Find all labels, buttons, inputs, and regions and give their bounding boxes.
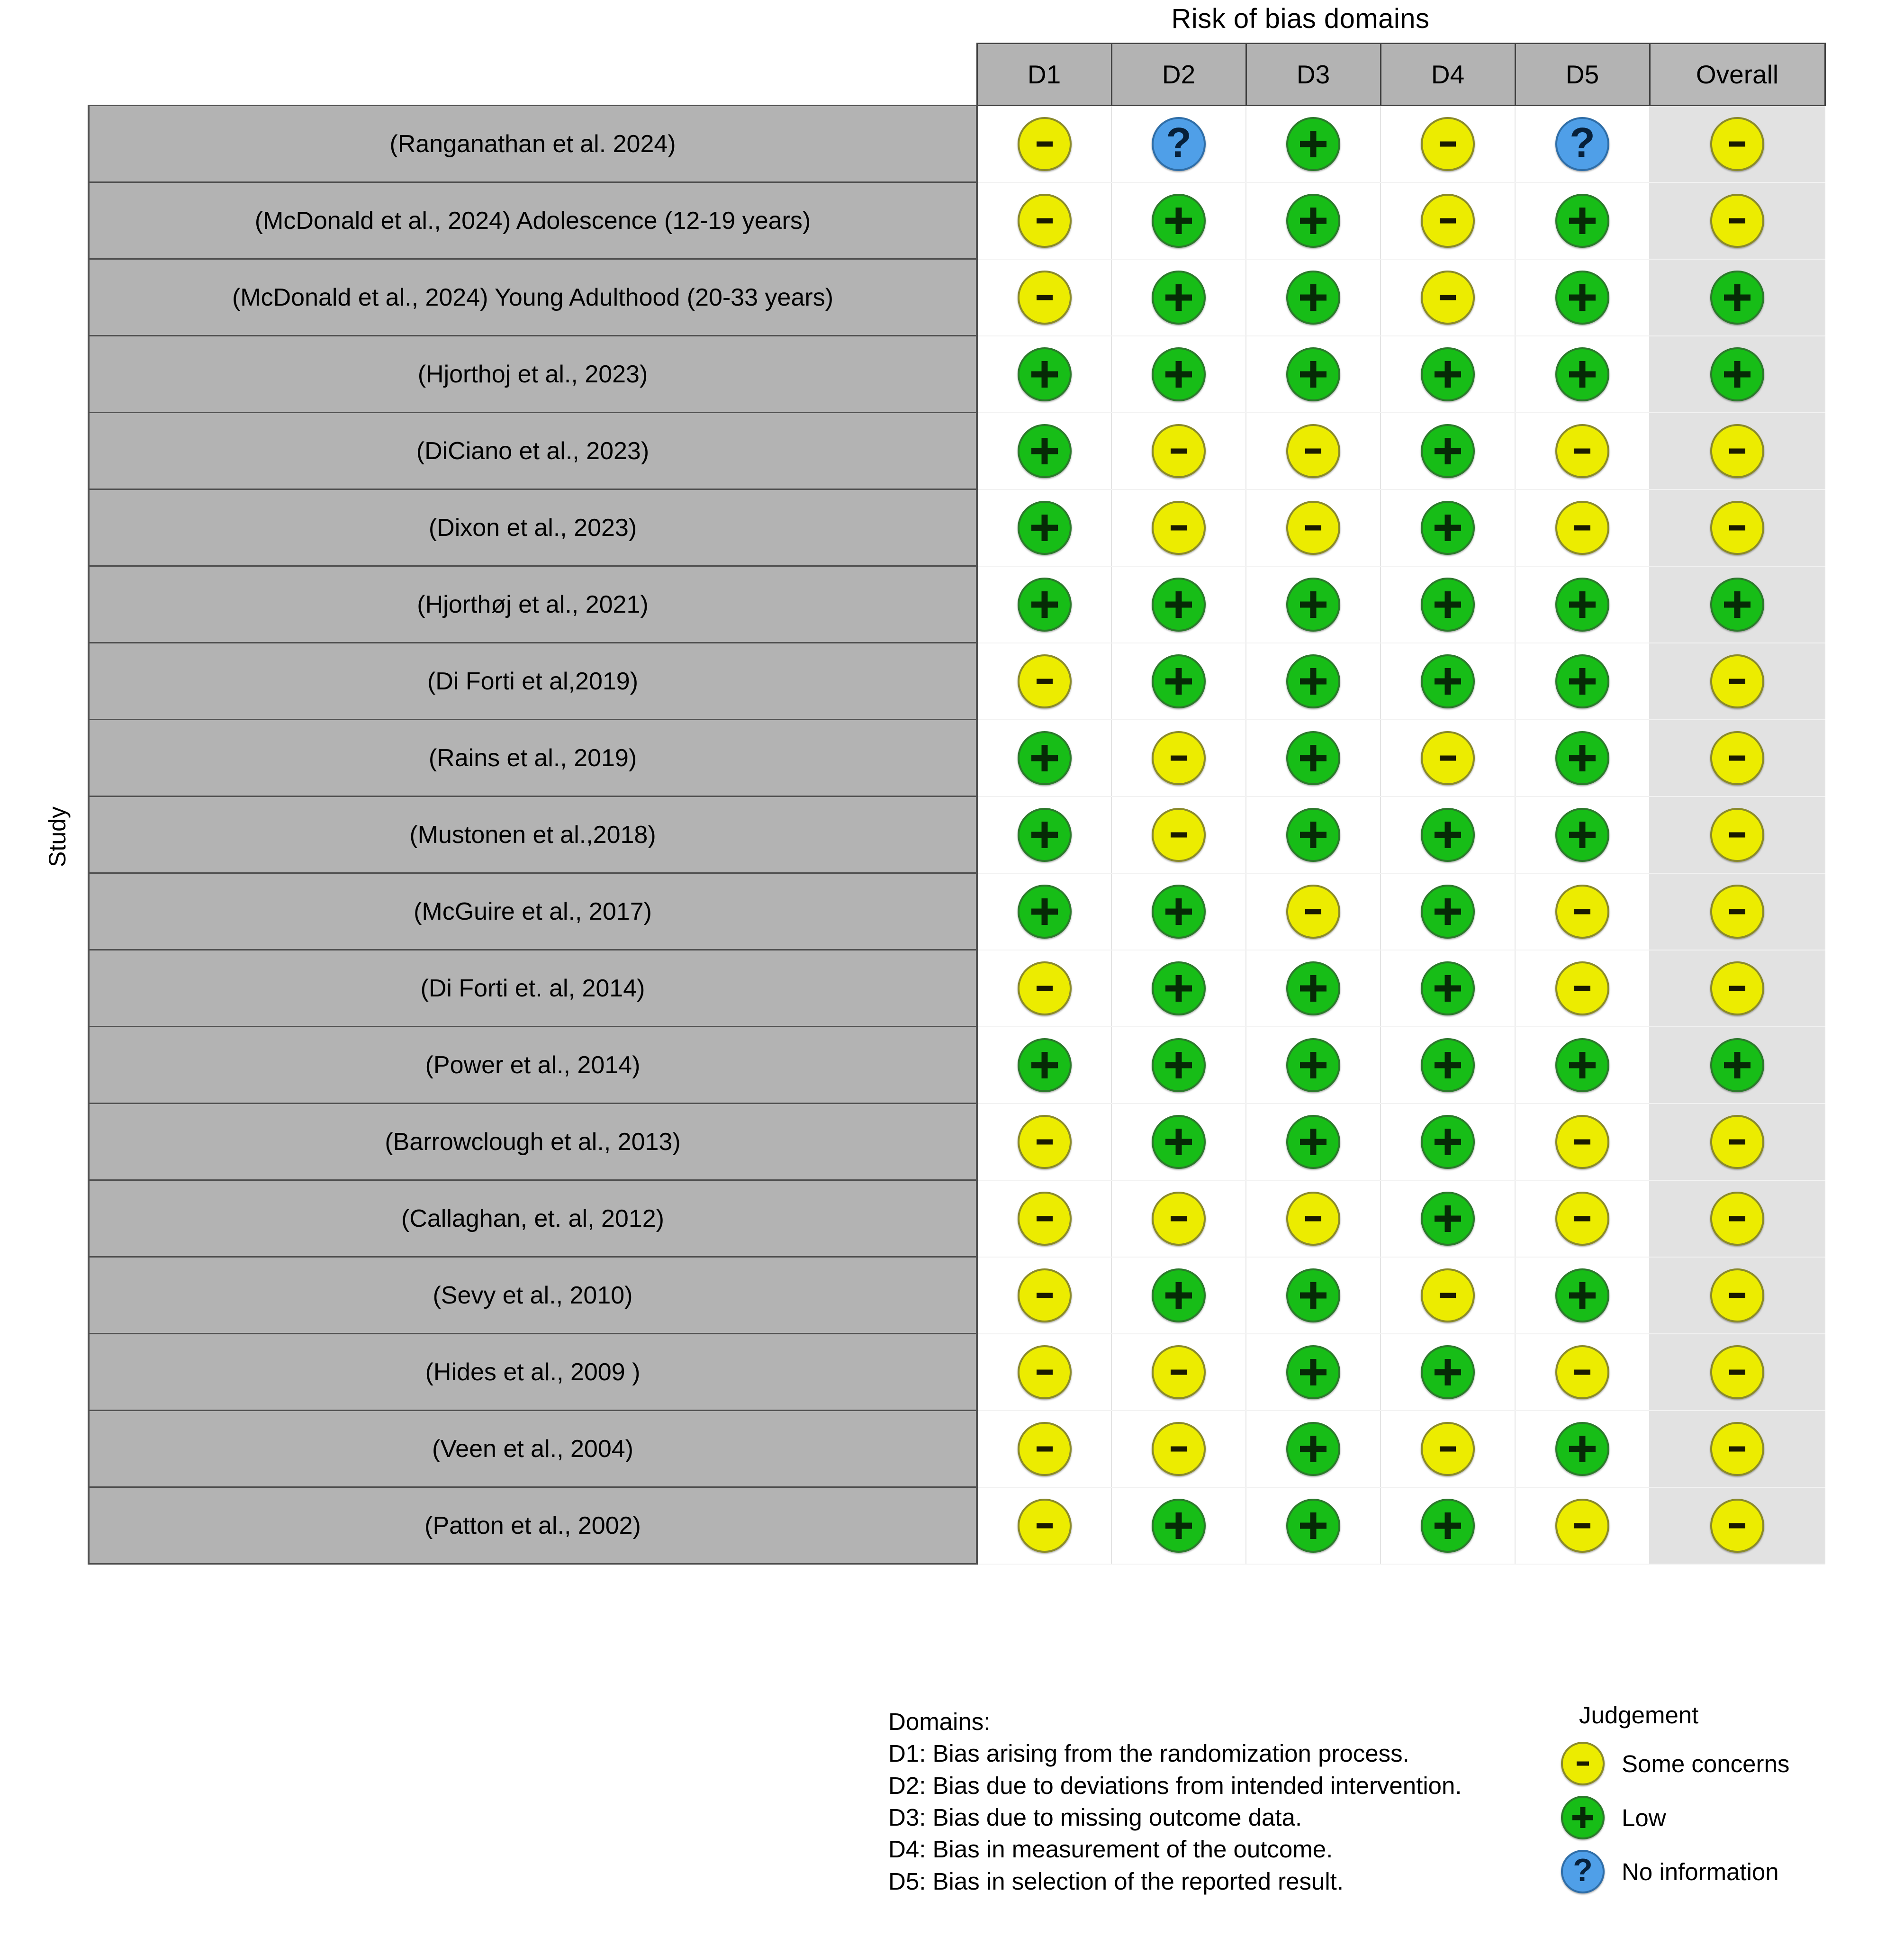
table-row <box>89 797 1825 873</box>
some-concerns-icon <box>1152 808 1206 862</box>
judgement-cell-d3 <box>1246 1257 1381 1334</box>
study-label: (Callaghan, et. al, 2012) <box>89 1180 977 1257</box>
some-concerns-icon <box>1421 1422 1475 1476</box>
study-label: (Patton et al., 2002) <box>89 1487 977 1564</box>
judgement-cell-d2 <box>1111 643 1246 720</box>
judgement-cell-d4 <box>1381 336 1515 413</box>
judgement-legend-row-low <box>1561 1791 1789 1845</box>
table-row <box>89 1411 1825 1487</box>
table-row <box>89 720 1825 797</box>
some-concerns-icon <box>1152 1345 1206 1399</box>
low-risk-icon <box>1152 961 1206 1015</box>
judgement-cell-d1 <box>977 1411 1111 1487</box>
domains-legend <box>888 1706 1462 1897</box>
judgement-legend-row-some-concerns <box>1561 1737 1789 1791</box>
judgement-cell-d1 <box>977 1104 1111 1180</box>
low-risk-icon <box>1152 885 1206 939</box>
judgement-cell-overall <box>1650 106 1825 182</box>
some-concerns-icon <box>1710 731 1764 785</box>
some-concerns-icon <box>1286 501 1340 555</box>
judgement-cell-d1 <box>977 1257 1111 1334</box>
domains-legend-heading: Domains: <box>888 1708 991 1735</box>
judgement-cell-d5 <box>1515 1104 1650 1180</box>
judgement-cell-d2 <box>1111 873 1246 950</box>
judgement-cell-d1 <box>977 336 1111 413</box>
judgement-cell-d2 <box>1111 1257 1246 1334</box>
low-risk-icon <box>1286 1499 1340 1553</box>
judgement-cell-d4 <box>1381 643 1515 720</box>
judgement-cell-d4 <box>1381 873 1515 950</box>
low-risk-icon <box>1152 578 1206 632</box>
low-risk-icon <box>1152 1038 1206 1092</box>
judgement-cell-d3 <box>1246 336 1381 413</box>
some-concerns-icon <box>1710 501 1764 555</box>
judgement-cell-d2 <box>1111 1027 1246 1104</box>
some-concerns-icon <box>1710 808 1764 862</box>
judgement-cell-d5 <box>1515 1180 1650 1257</box>
judgement-cell-d3 <box>1246 106 1381 182</box>
low-risk-icon <box>1421 654 1475 708</box>
study-label: (Hides et al., 2009 ) <box>89 1334 977 1411</box>
table-header-row <box>89 44 1825 106</box>
judgement-cell-overall <box>1650 182 1825 259</box>
low-risk-icon <box>1018 347 1072 401</box>
judgement-cell-d1 <box>977 413 1111 489</box>
low-risk-icon <box>1286 731 1340 785</box>
some-concerns-icon <box>1152 424 1206 478</box>
judgement-cell-d4 <box>1381 182 1515 259</box>
judgement-cell-d4 <box>1381 1411 1515 1487</box>
judgement-cell-d5 <box>1515 1027 1650 1104</box>
low-risk-icon <box>1018 885 1072 939</box>
judgement-cell-overall <box>1650 950 1825 1027</box>
domains-legend-item-d4: D4: Bias in measurement of the outcome. <box>888 1836 1333 1863</box>
study-label: (McDonald et al., 2024) Young Adulthood (20-33 years) <box>89 259 977 336</box>
some-concerns-icon <box>1421 271 1475 325</box>
judgement-cell-d5 <box>1515 643 1650 720</box>
judgement-cell-d2 <box>1111 1487 1246 1564</box>
low-risk-icon <box>1018 501 1072 555</box>
judgement-cell-overall <box>1650 1487 1825 1564</box>
judgement-legend-heading: Judgement <box>1579 1702 1699 1729</box>
low-risk-icon <box>1152 1268 1206 1322</box>
low-risk-icon <box>1710 271 1764 325</box>
judgement-cell-d3 <box>1246 489 1381 566</box>
low-risk-icon <box>1286 117 1340 171</box>
judgement-cell-overall <box>1650 259 1825 336</box>
some-concerns-icon <box>1710 1345 1764 1399</box>
table-row <box>89 106 1825 182</box>
low-risk-icon <box>1018 731 1072 785</box>
low-risk-icon <box>1152 654 1206 708</box>
study-label: (Ranganathan et al. 2024) <box>89 106 977 182</box>
judgement-cell-d3 <box>1246 643 1381 720</box>
low-risk-icon <box>1555 1268 1609 1322</box>
judgement-cell-d1 <box>977 1334 1111 1411</box>
low-risk-icon <box>1286 808 1340 862</box>
table-row <box>89 413 1825 489</box>
judgement-cell-d3 <box>1246 413 1381 489</box>
low-risk-icon <box>1555 347 1609 401</box>
low-risk-icon <box>1286 1268 1340 1322</box>
some-concerns-icon <box>1555 1345 1609 1399</box>
low-risk-icon <box>1561 1796 1605 1839</box>
low-risk-icon <box>1286 961 1340 1015</box>
table-row <box>89 336 1825 413</box>
study-label: (Hjorthøj et al., 2021) <box>89 566 977 643</box>
some-concerns-icon <box>1421 194 1475 248</box>
judgement-cell-d2 <box>1111 950 1246 1027</box>
some-concerns-icon <box>1152 1422 1206 1476</box>
judgement-cell-d5 <box>1515 489 1650 566</box>
judgement-cell-overall <box>1650 1104 1825 1180</box>
low-risk-icon <box>1421 1499 1475 1553</box>
some-concerns-icon <box>1710 424 1764 478</box>
low-risk-icon <box>1286 654 1340 708</box>
low-risk-icon <box>1710 347 1764 401</box>
column-header-d4: D4 <box>1381 44 1515 106</box>
domains-legend-item-d5: D5: Bias in selection of the reported result. <box>888 1867 1344 1895</box>
judgement-cell-d2 <box>1111 259 1246 336</box>
judgement-cell-d2 <box>1111 489 1246 566</box>
study-label: (Veen et al., 2004) <box>89 1411 977 1487</box>
some-concerns-icon <box>1710 1268 1764 1322</box>
low-risk-icon <box>1286 194 1340 248</box>
judgement-cell-d5 <box>1515 1487 1650 1564</box>
some-concerns-icon <box>1555 961 1609 1015</box>
page-title: Risk of bias domains <box>1171 3 1430 34</box>
low-risk-icon <box>1555 1422 1609 1476</box>
some-concerns-icon <box>1152 731 1206 785</box>
judgement-cell-d5 <box>1515 1334 1650 1411</box>
some-concerns-icon <box>1018 271 1072 325</box>
judgement-cell-d1 <box>977 566 1111 643</box>
some-concerns-icon <box>1421 1268 1475 1322</box>
judgement-cell-d5 <box>1515 336 1650 413</box>
column-header-d2: D2 <box>1111 44 1246 106</box>
judgement-legend-row-no-information <box>1561 1845 1789 1899</box>
some-concerns-icon <box>1710 1115 1764 1169</box>
some-concerns-icon <box>1555 1192 1609 1246</box>
low-risk-icon <box>1018 808 1072 862</box>
judgement-cell-d3 <box>1246 1027 1381 1104</box>
judgement-cell-d2 <box>1111 720 1246 797</box>
judgement-cell-d4 <box>1381 1257 1515 1334</box>
study-label: (Di Forti et al,2019) <box>89 643 977 720</box>
judgement-cell-d2 <box>1111 797 1246 873</box>
no-information-icon <box>1152 117 1206 171</box>
judgement-cell-d1 <box>977 797 1111 873</box>
low-risk-icon <box>1018 424 1072 478</box>
some-concerns-icon <box>1018 1345 1072 1399</box>
some-concerns-icon <box>1018 1115 1072 1169</box>
judgement-cell-d2 <box>1111 336 1246 413</box>
low-risk-icon <box>1555 194 1609 248</box>
low-risk-icon <box>1152 1115 1206 1169</box>
low-risk-icon <box>1421 808 1475 862</box>
some-concerns-icon <box>1018 117 1072 171</box>
judgement-cell-overall <box>1650 413 1825 489</box>
judgement-cell-d4 <box>1381 1027 1515 1104</box>
judgement-cell-d5 <box>1515 797 1650 873</box>
study-label: (Dixon et al., 2023) <box>89 489 977 566</box>
low-risk-icon <box>1555 578 1609 632</box>
study-label: (Hjorthoj et al., 2023) <box>89 336 977 413</box>
column-header-d5: D5 <box>1515 44 1650 106</box>
rob-table <box>88 43 1826 1565</box>
low-risk-icon <box>1710 1038 1764 1092</box>
study-label: (Barrowclough et al., 2013) <box>89 1104 977 1180</box>
some-concerns-icon <box>1018 194 1072 248</box>
domains-legend-item-d2: D2: Bias due to deviations from intended intervention. <box>888 1772 1462 1799</box>
judgement-cell-d4 <box>1381 489 1515 566</box>
study-label: (Di Forti et. al, 2014) <box>89 950 977 1027</box>
table-row <box>89 259 1825 336</box>
judgement-cell-d3 <box>1246 1411 1381 1487</box>
some-concerns-icon <box>1710 1422 1764 1476</box>
some-concerns-icon <box>1710 961 1764 1015</box>
some-concerns-icon <box>1152 1192 1206 1246</box>
table-row <box>89 566 1825 643</box>
judgement-cell-d4 <box>1381 950 1515 1027</box>
low-risk-icon <box>1286 1345 1340 1399</box>
low-risk-icon <box>1555 731 1609 785</box>
judgement-legend <box>1561 1701 1789 1899</box>
judgement-cell-overall <box>1650 1257 1825 1334</box>
some-concerns-icon <box>1555 1499 1609 1553</box>
judgement-cell-d3 <box>1246 1104 1381 1180</box>
judgement-cell-d1 <box>977 1487 1111 1564</box>
table-row <box>89 489 1825 566</box>
some-concerns-icon <box>1710 1499 1764 1553</box>
some-concerns-icon <box>1710 1192 1764 1246</box>
low-risk-icon <box>1421 424 1475 478</box>
some-concerns-icon <box>1018 1268 1072 1322</box>
judgement-cell-d1 <box>977 1180 1111 1257</box>
judgement-cell-d4 <box>1381 259 1515 336</box>
judgement-cell-d5 <box>1515 182 1650 259</box>
judgement-cell-d1 <box>977 182 1111 259</box>
judgement-legend-label-some-concerns: Some concerns <box>1622 1750 1790 1777</box>
judgement-cell-overall <box>1650 1027 1825 1104</box>
judgement-cell-d1 <box>977 259 1111 336</box>
low-risk-icon <box>1555 808 1609 862</box>
judgement-cell-d4 <box>1381 566 1515 643</box>
study-label: (Rains et al., 2019) <box>89 720 977 797</box>
judgement-cell-d4 <box>1381 1487 1515 1564</box>
some-concerns-icon <box>1561 1742 1605 1785</box>
low-risk-icon <box>1421 501 1475 555</box>
judgement-cell-d3 <box>1246 566 1381 643</box>
low-risk-icon <box>1286 1038 1340 1092</box>
judgement-cell-d5 <box>1515 566 1650 643</box>
judgement-cell-overall <box>1650 1334 1825 1411</box>
judgement-cell-d5 <box>1515 106 1650 182</box>
study-label: (McDonald et al., 2024) Adolescence (12-19 years) <box>89 182 977 259</box>
judgement-cell-d4 <box>1381 797 1515 873</box>
judgement-cell-d5 <box>1515 720 1650 797</box>
low-risk-icon <box>1152 1499 1206 1553</box>
some-concerns-icon <box>1710 194 1764 248</box>
judgement-cell-d2 <box>1111 182 1246 259</box>
table-row <box>89 643 1825 720</box>
judgement-cell-d4 <box>1381 106 1515 182</box>
table-row <box>89 1334 1825 1411</box>
no-information-icon <box>1561 1850 1605 1893</box>
low-risk-icon <box>1286 271 1340 325</box>
judgement-cell-d1 <box>977 950 1111 1027</box>
judgement-cell-d2 <box>1111 1104 1246 1180</box>
low-risk-icon <box>1286 578 1340 632</box>
some-concerns-icon <box>1421 731 1475 785</box>
some-concerns-icon <box>1018 1422 1072 1476</box>
some-concerns-icon <box>1555 424 1609 478</box>
low-risk-icon <box>1286 1115 1340 1169</box>
some-concerns-icon <box>1286 885 1340 939</box>
some-concerns-icon <box>1018 654 1072 708</box>
judgement-cell-d2 <box>1111 566 1246 643</box>
judgement-cell-d5 <box>1515 413 1650 489</box>
judgement-cell-overall <box>1650 336 1825 413</box>
judgement-cell-d1 <box>977 489 1111 566</box>
some-concerns-icon <box>1555 885 1609 939</box>
table-row <box>89 1257 1825 1334</box>
judgement-cell-d3 <box>1246 1180 1381 1257</box>
low-risk-icon <box>1555 1038 1609 1092</box>
judgement-cell-d1 <box>977 1027 1111 1104</box>
judgement-cell-d5 <box>1515 950 1650 1027</box>
some-concerns-icon <box>1555 501 1609 555</box>
low-risk-icon <box>1421 347 1475 401</box>
low-risk-icon <box>1710 578 1764 632</box>
some-concerns-icon <box>1018 961 1072 1015</box>
low-risk-icon <box>1421 578 1475 632</box>
judgement-legend-label-no-information: No information <box>1622 1858 1779 1885</box>
table-row <box>89 1487 1825 1564</box>
judgement-cell-d4 <box>1381 1334 1515 1411</box>
some-concerns-icon <box>1710 117 1764 171</box>
column-header-d3: D3 <box>1246 44 1381 106</box>
low-risk-icon <box>1152 271 1206 325</box>
judgement-cell-d3 <box>1246 1487 1381 1564</box>
judgement-cell-d5 <box>1515 259 1650 336</box>
low-risk-icon <box>1421 1038 1475 1092</box>
judgement-cell-d3 <box>1246 259 1381 336</box>
some-concerns-icon <box>1555 1115 1609 1169</box>
judgement-cell-d1 <box>977 720 1111 797</box>
some-concerns-icon <box>1152 501 1206 555</box>
judgement-cell-d2 <box>1111 1411 1246 1487</box>
judgement-cell-overall <box>1650 797 1825 873</box>
judgement-cell-overall <box>1650 489 1825 566</box>
low-risk-icon <box>1286 1422 1340 1476</box>
column-header-d1: D1 <box>977 44 1111 106</box>
study-label: (McGuire et al., 2017) <box>89 873 977 950</box>
judgement-cell-d2 <box>1111 106 1246 182</box>
some-concerns-icon <box>1421 117 1475 171</box>
column-header-overall: Overall <box>1650 44 1825 106</box>
judgement-cell-d4 <box>1381 413 1515 489</box>
study-label: (Power et al., 2014) <box>89 1027 977 1104</box>
judgement-cell-overall <box>1650 1411 1825 1487</box>
some-concerns-icon <box>1018 1192 1072 1246</box>
low-risk-icon <box>1152 347 1206 401</box>
judgement-cell-d3 <box>1246 1334 1381 1411</box>
low-risk-icon <box>1286 347 1340 401</box>
judgement-cell-overall <box>1650 643 1825 720</box>
judgement-cell-overall <box>1650 566 1825 643</box>
table-row <box>89 950 1825 1027</box>
judgement-cell-d2 <box>1111 1180 1246 1257</box>
judgement-cell-overall <box>1650 720 1825 797</box>
judgement-cell-d3 <box>1246 182 1381 259</box>
table-row <box>89 1180 1825 1257</box>
judgement-cell-d2 <box>1111 413 1246 489</box>
judgement-cell-d1 <box>977 643 1111 720</box>
some-concerns-icon <box>1286 424 1340 478</box>
judgement-cell-overall <box>1650 873 1825 950</box>
low-risk-icon <box>1421 961 1475 1015</box>
some-concerns-icon <box>1710 654 1764 708</box>
judgement-cell-d5 <box>1515 1257 1650 1334</box>
low-risk-icon <box>1421 1345 1475 1399</box>
low-risk-icon <box>1018 578 1072 632</box>
judgement-cell-d5 <box>1515 873 1650 950</box>
rob-table-body <box>89 106 1825 1564</box>
table-row <box>89 1104 1825 1180</box>
judgement-cell-d3 <box>1246 873 1381 950</box>
study-label: (Mustonen et al.,2018) <box>89 797 977 873</box>
low-risk-icon <box>1555 271 1609 325</box>
judgement-cell-d3 <box>1246 797 1381 873</box>
low-risk-icon <box>1018 1038 1072 1092</box>
table-row <box>89 873 1825 950</box>
study-label: (Sevy et al., 2010) <box>89 1257 977 1334</box>
some-concerns-icon <box>1018 1499 1072 1553</box>
judgement-cell-overall <box>1650 1180 1825 1257</box>
low-risk-icon <box>1152 194 1206 248</box>
domains-legend-item-d3: D3: Bias due to missing outcome data. <box>888 1803 1302 1831</box>
low-risk-icon <box>1421 1115 1475 1169</box>
table-row <box>89 182 1825 259</box>
judgement-cell-d4 <box>1381 720 1515 797</box>
y-axis-label: Study <box>44 806 71 867</box>
judgement-cell-d4 <box>1381 1180 1515 1257</box>
low-risk-icon <box>1555 654 1609 708</box>
study-label: (DiCiano et al., 2023) <box>89 413 977 489</box>
low-risk-icon <box>1421 1192 1475 1246</box>
judgement-legend-label-low: Low <box>1622 1804 1666 1831</box>
judgement-cell-d3 <box>1246 950 1381 1027</box>
some-concerns-icon <box>1710 885 1764 939</box>
judgement-cell-d1 <box>977 873 1111 950</box>
judgement-cell-d4 <box>1381 1104 1515 1180</box>
risk-of-bias-traffic-light-plot <box>88 43 1824 1565</box>
no-information-icon <box>1555 117 1609 171</box>
some-concerns-icon <box>1286 1192 1340 1246</box>
low-risk-icon <box>1421 885 1475 939</box>
header-spacer <box>89 44 977 106</box>
table-row <box>89 1027 1825 1104</box>
domains-legend-item-d1: D1: Bias arising from the randomization process. <box>888 1740 1409 1767</box>
judgement-cell-d2 <box>1111 1334 1246 1411</box>
judgement-cell-d1 <box>977 106 1111 182</box>
judgement-cell-d3 <box>1246 720 1381 797</box>
judgement-cell-d5 <box>1515 1411 1650 1487</box>
